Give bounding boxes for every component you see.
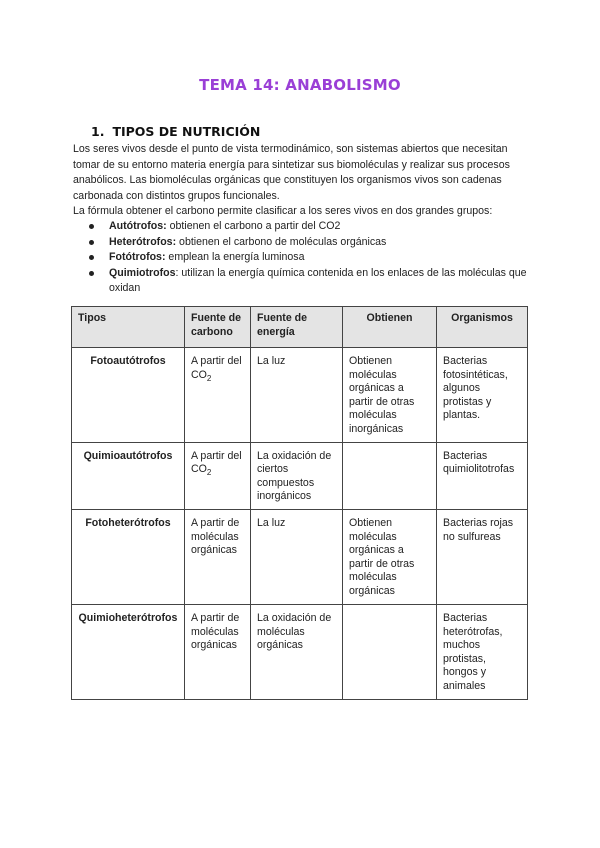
- intro-paragraph: Los seres vivos desde el punto de vista termodinámico, son sistemas abiertos que necesitan tomar de su entorno materia energía para sintetizar sus biomoléculas y realizar sus procesos anabólicos. Las biomoléculas orgánicas que constituyen los organismos vivos son cadenas carbonada con distintos grupos funcionales.: [73, 143, 510, 202]
- table-row: [72, 348, 528, 443]
- nutrition-types-table: [71, 306, 528, 700]
- carbon-source-cell: A partir de moléculas orgánicas: [185, 509, 251, 604]
- carbon-source-cell: A partir de moléculas orgánicas: [185, 604, 251, 699]
- tipo-cell: Quimioheterótrofos: [72, 604, 185, 699]
- bullet-text: : utilizan la energía química contenida en los enlaces de las moléculas que oxidan: [109, 266, 527, 295]
- column-header: Obtienen: [343, 307, 437, 348]
- table-row: [72, 604, 528, 699]
- bullet-icon: [89, 271, 94, 276]
- organisms-cell: Bacterias heterótrofas, muchos protistas, hongos y animales: [437, 604, 528, 699]
- carbon-source-cell: A partir del $CO_2$: [185, 442, 251, 509]
- bullet-icon: [89, 255, 94, 260]
- column-header: Organismos: [437, 307, 528, 348]
- energy-source-cell: La oxidación de ciertos compuestos inorgánicos: [251, 442, 343, 509]
- obtain-cell: [343, 442, 437, 509]
- organisms-cell: Bacterias rojas no sulfureas: [437, 509, 528, 604]
- bullet-icon: [89, 240, 94, 245]
- classification-paragraph: La fórmula obtener el carbono permite clasificar a los seres vivos en dos grandes grupos:: [73, 205, 493, 217]
- energy-source-cell: La luz: [251, 348, 343, 443]
- list-item: [73, 219, 533, 235]
- bullet-term: Quimiotrofos: [109, 266, 176, 279]
- bullet-term: Autótrofos:: [109, 220, 167, 232]
- page-title: TEMA 14: ANABOLISMO: [199, 76, 401, 94]
- bullet-icon: [89, 224, 94, 229]
- organisms-cell: Bacterias quimiolitotrofas: [437, 442, 528, 509]
- table-row: [72, 442, 528, 509]
- tipo-cell: Quimioautótrofos: [72, 442, 185, 509]
- table-row: [72, 509, 528, 604]
- list-item: [73, 266, 533, 297]
- bullet-list: [73, 219, 533, 297]
- list-item: [73, 250, 533, 266]
- obtain-cell: Obtienen moléculas orgánicas a partir de otras moléculas orgánicas: [343, 509, 437, 604]
- energy-source-cell: La luz: [251, 509, 343, 604]
- tipo-cell: Fotoautótrofos: [72, 348, 185, 443]
- bullet-text: emplean la energía luminosa: [165, 251, 305, 264]
- organisms-cell: Bacterias fotosintéticas, algunos protistas y plantas.: [437, 348, 528, 443]
- column-header: Tipos: [72, 307, 185, 348]
- bullet-term: Heterótrofos:: [109, 235, 177, 248]
- column-header: Fuente de energía: [251, 307, 343, 348]
- carbon-source-cell: A partir del $CO_2$: [185, 348, 251, 443]
- energy-source-cell: La oxidación de moléculas orgánicas: [251, 604, 343, 699]
- tipo-cell: Fotoheterótrofos: [72, 509, 185, 604]
- section-number: 1.: [91, 124, 105, 139]
- list-item: [73, 235, 533, 251]
- table-header-row: [72, 307, 528, 348]
- obtain-cell: [343, 604, 437, 699]
- obtain-cell: Obtienen moléculas orgánicas a partir de otras moléculas inorgánicas: [343, 348, 437, 443]
- bullet-term: Fotótrofos:: [109, 251, 166, 264]
- bullet-text: obtienen el carbono a partir del CO2: [166, 220, 341, 232]
- bullet-text: obtienen el carbono de moléculas orgánicas: [176, 235, 387, 248]
- column-header: Fuente de carbono: [185, 307, 251, 348]
- section-title: TIPOS DE NUTRICIÓN: [112, 124, 261, 139]
- section-heading: [91, 124, 260, 139]
